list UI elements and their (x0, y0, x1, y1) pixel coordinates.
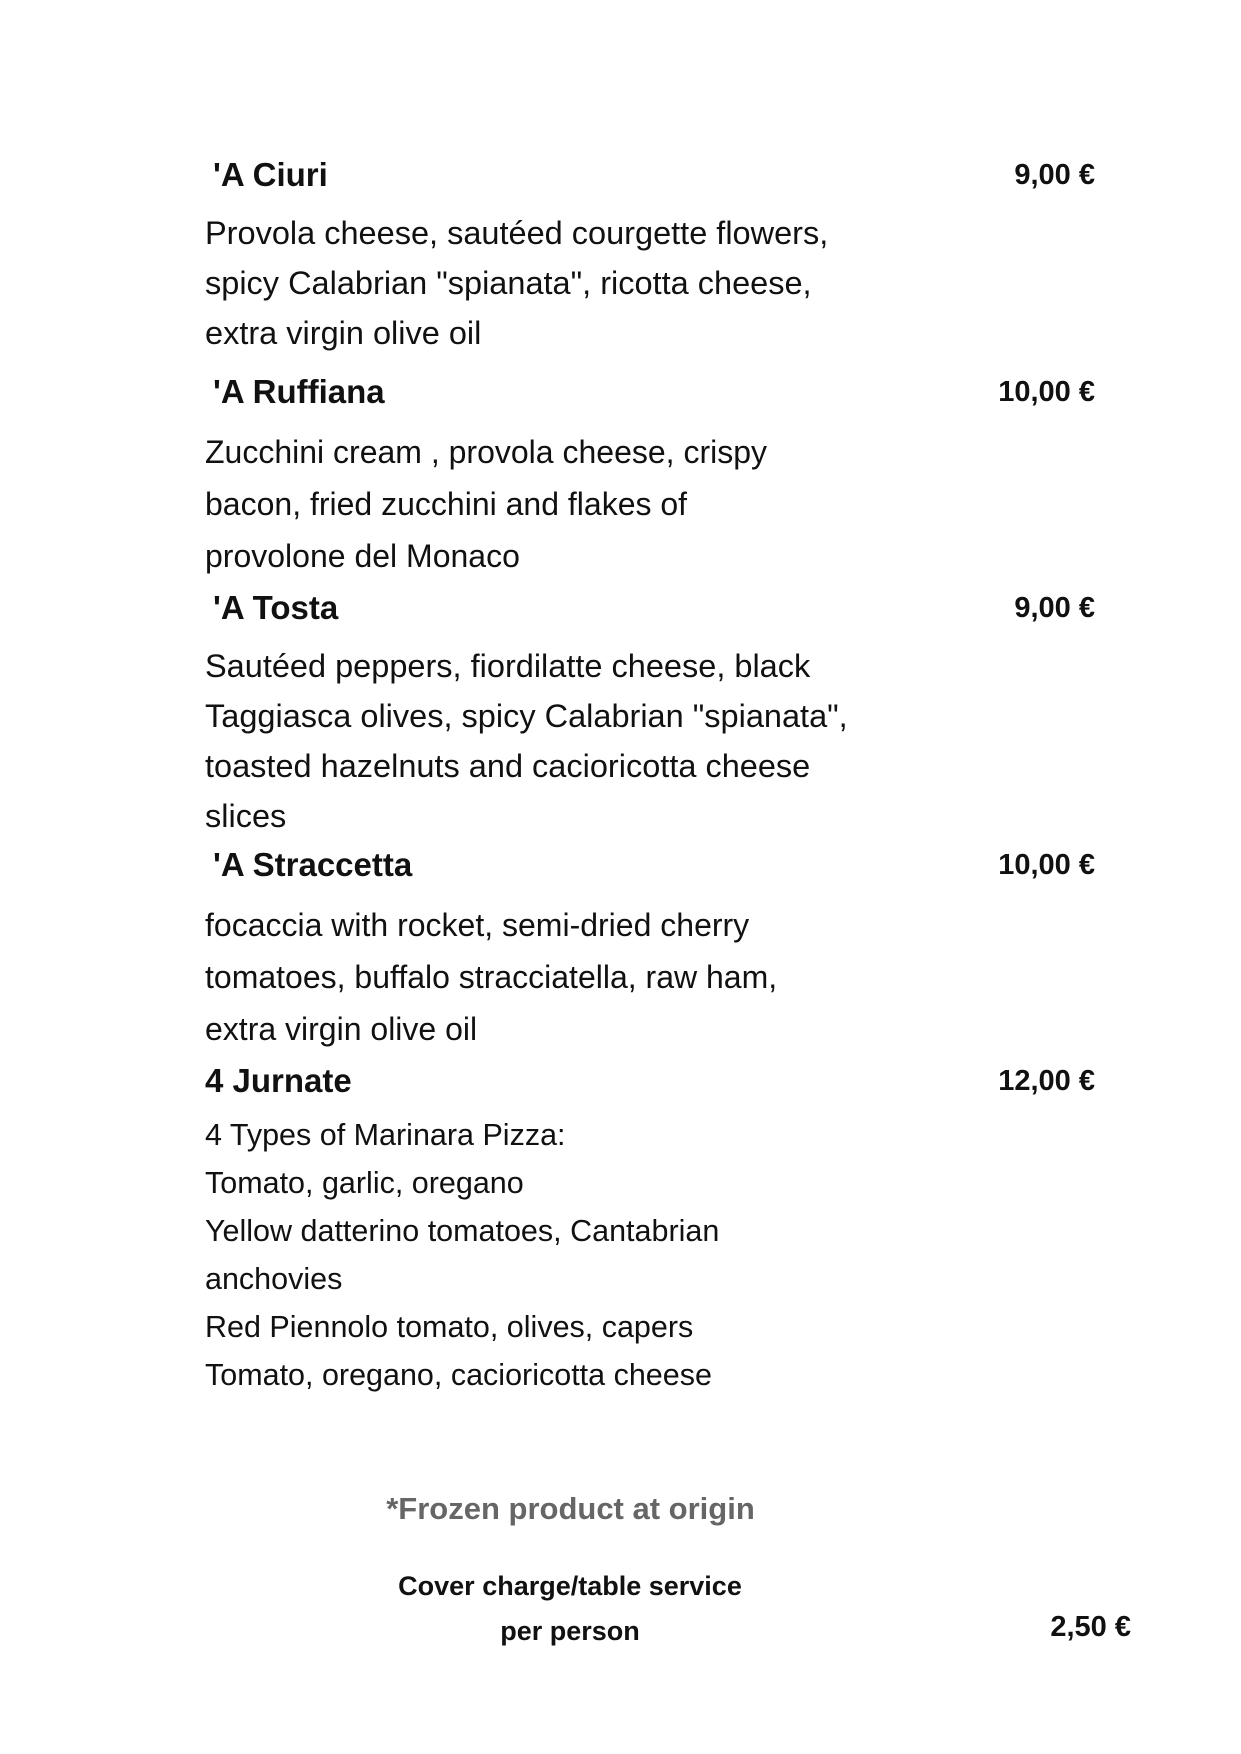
item-price: 9,00 € (1014, 592, 1095, 624)
item-description (205, 208, 925, 358)
item-price: 9,00 € (1014, 159, 1095, 191)
description-line: Sautéed peppers, fiordilatte cheese, black (205, 648, 811, 684)
frozen-product-note: *Frozen product at origin (386, 1491, 755, 1526)
description-line: Taggiasca olives, spicy Calabrian "spianata", (205, 698, 848, 734)
description-line: Tomato, garlic, oregano (205, 1166, 524, 1200)
description-line: bacon, fried zucchini and flakes of (205, 486, 688, 522)
item-name: 'A Tosta (213, 589, 339, 626)
cover-charge-line: Cover charge/table service (398, 1571, 742, 1601)
description-line: Yellow datterino tomatoes, Cantabrian (205, 1214, 720, 1248)
description-line: provolone del Monaco (205, 538, 520, 574)
description-line: focaccia with rocket, semi-dried cherry (205, 907, 750, 943)
item-description (205, 426, 925, 582)
description-line: spicy Calabrian "spianata", ricotta cheese, (205, 265, 812, 301)
cover-charge-label (360, 1564, 780, 1654)
item-name: 4 Jurnate (205, 1062, 352, 1099)
description-line: extra virgin olive oil (205, 1011, 478, 1047)
item-name: 'A Ruffiana (213, 373, 385, 410)
description-line: Tomato, oregano, cacioricotta cheese (205, 1358, 712, 1392)
item-price: 10,00 € (998, 849, 1095, 881)
item-description (205, 641, 925, 841)
description-line: tomatoes, buffalo stracciatella, raw ham, (205, 959, 778, 995)
description-line: toasted hazelnuts and cacioricotta cheese (205, 748, 811, 784)
description-line: anchovies (205, 1262, 343, 1296)
item-description (205, 899, 925, 1055)
item-price: 12,00 € (998, 1065, 1095, 1097)
cover-charge-line: per person (500, 1616, 640, 1646)
description-line: slices (205, 798, 287, 834)
description-line: extra virgin olive oil (205, 315, 482, 351)
item-description (205, 1111, 925, 1399)
description-line: 4 Types of Marinara Pizza: (205, 1118, 566, 1152)
description-line: Provola cheese, sautéed courgette flowers, (205, 215, 829, 251)
cover-charge-price: 2,50 € (1050, 1611, 1131, 1643)
item-price: 10,00 € (998, 376, 1095, 408)
description-line: Red Piennolo tomato, olives, capers (205, 1310, 694, 1344)
item-name: 'A Ciuri (213, 156, 328, 193)
item-name: 'A Straccetta (213, 846, 413, 883)
description-line: Zucchini cream , provola cheese, crispy (205, 434, 767, 470)
